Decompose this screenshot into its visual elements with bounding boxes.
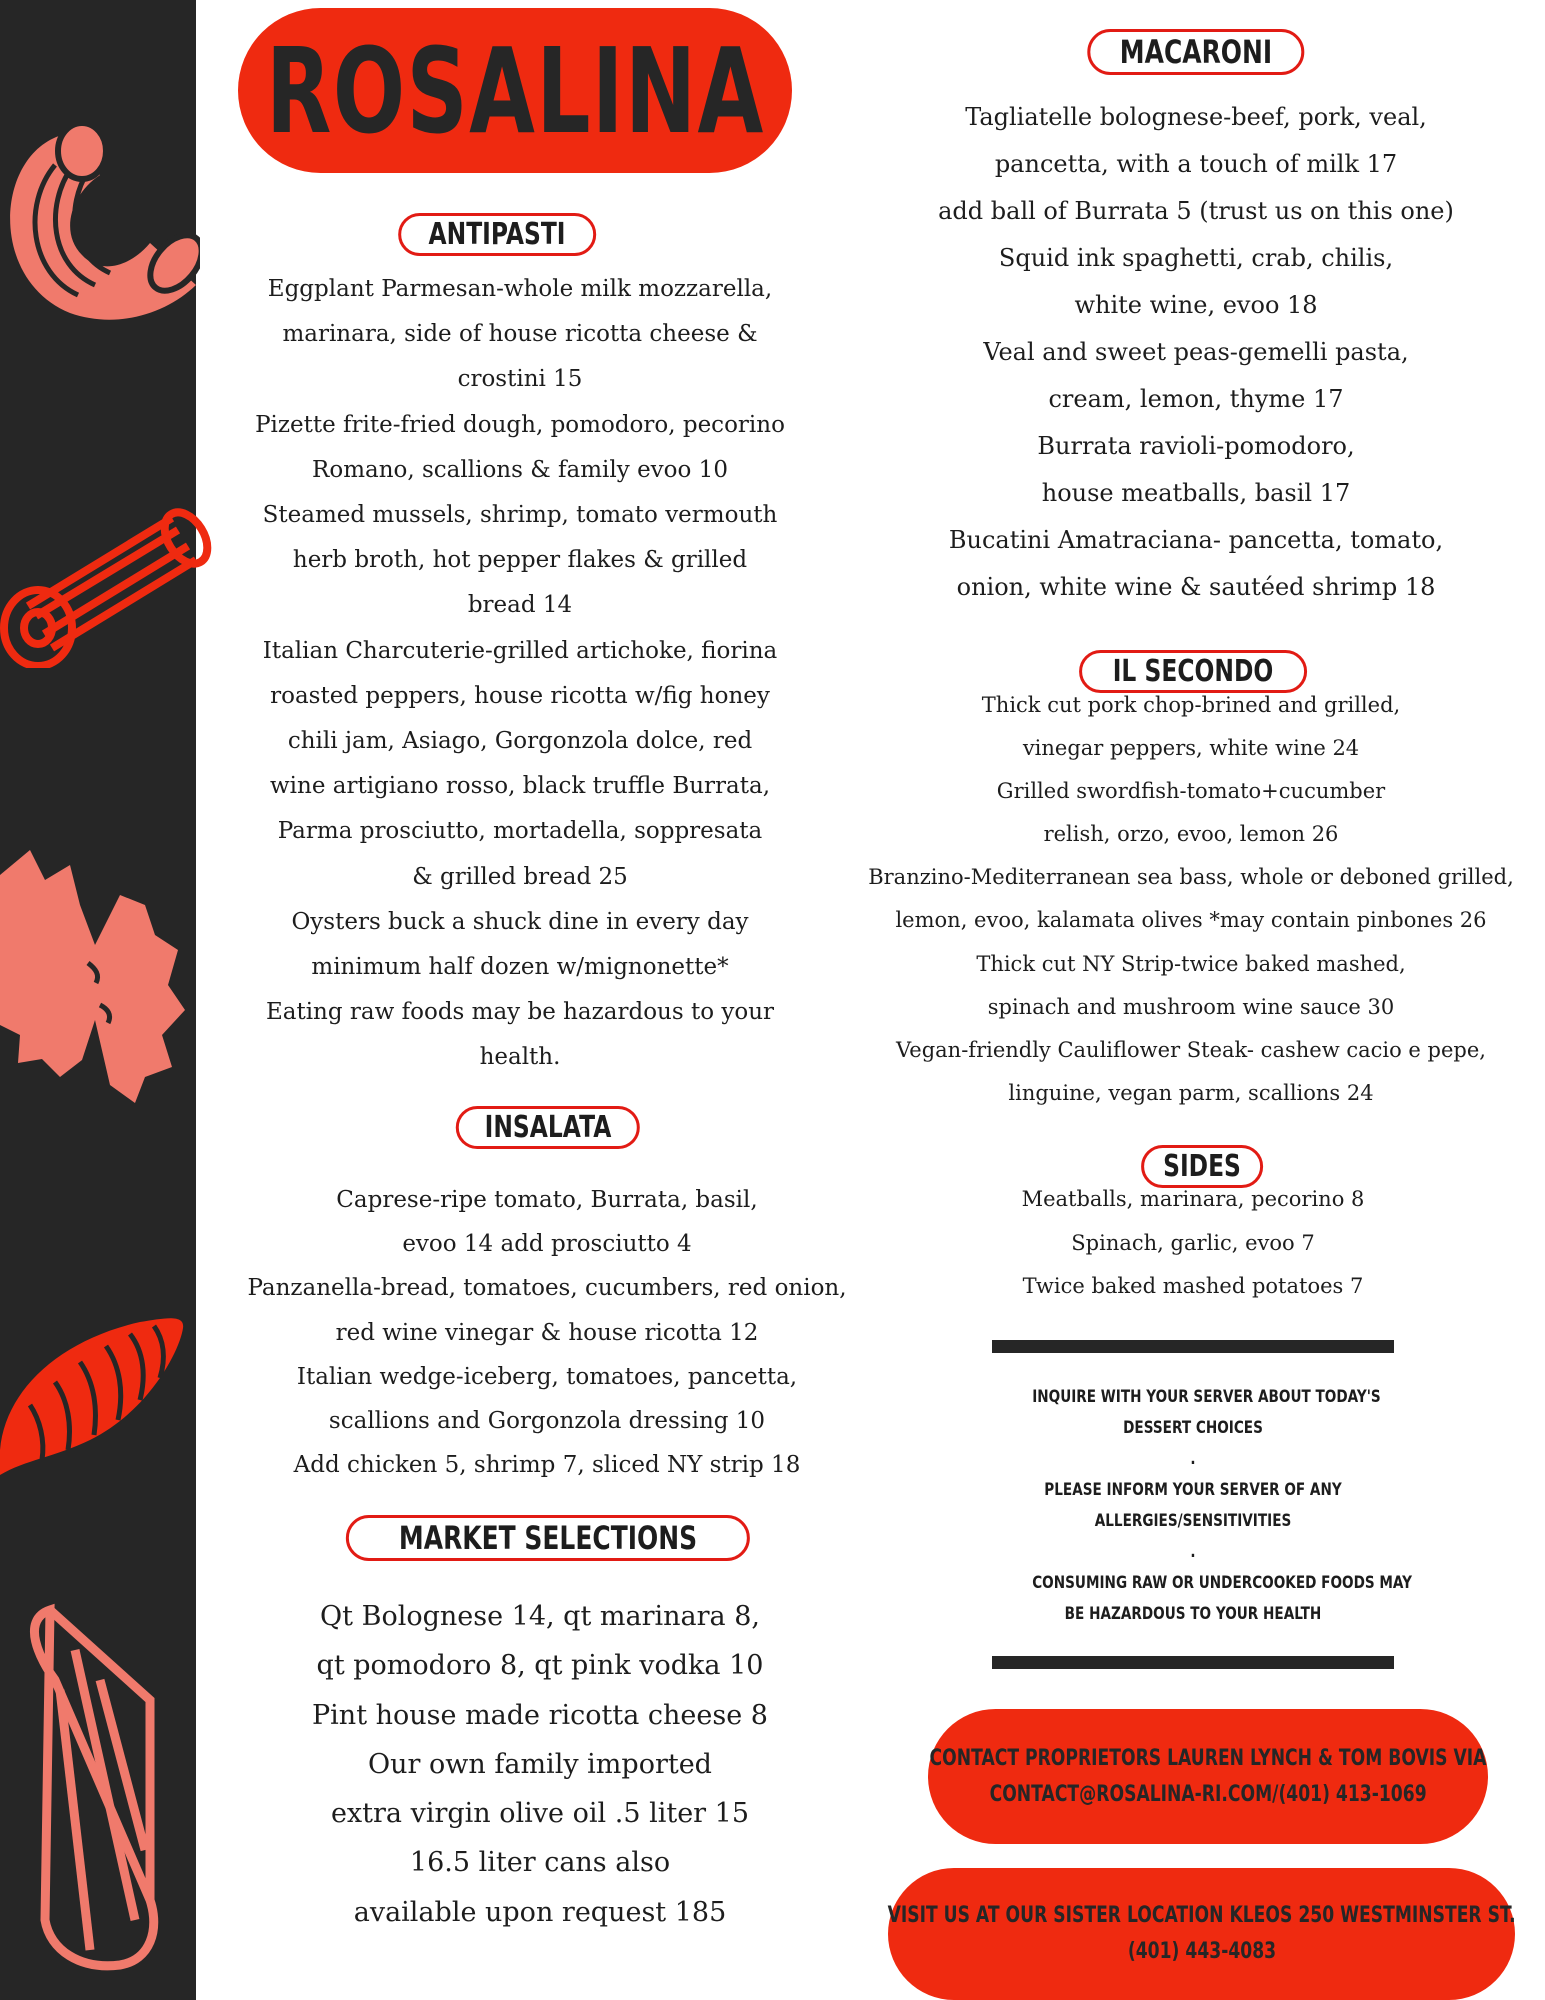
menu-line: Pizette frite-fried dough, pomodoro, pecorino <box>255 411 785 438</box>
market-list <box>240 1592 840 1937</box>
menu-line: evoo 14 add prosciutto 4 <box>402 1231 692 1258</box>
note-line: DESSERT CHOICES <box>1123 1418 1263 1438</box>
restaurant-logo <box>238 8 792 173</box>
menu-line: white wine, evoo 18 <box>1074 291 1318 319</box>
menu-line: Steamed mussels, shrimp, tomato vermouth <box>262 502 778 529</box>
market-selections-heading: MARKET SELECTIONS <box>346 1515 750 1561</box>
divider-bar-top <box>992 1340 1394 1353</box>
note-line: . <box>1190 1449 1196 1469</box>
menu-line: qt pomodoro 8, qt pink vodka 10 <box>316 1650 764 1682</box>
menu-line: Oysters buck a shuck dine in every day <box>291 908 749 935</box>
sides-heading: SIDES <box>1141 1145 1263 1188</box>
menu-line: Panzanella-bread, tomatoes, cucumbers, red onion, <box>247 1275 847 1302</box>
gnocchetti-icon <box>0 1300 200 1480</box>
menu-line: Pint house made ricotta cheese 8 <box>312 1699 768 1731</box>
menu-line: red wine vinegar & house ricotta 12 <box>335 1319 759 1346</box>
menu-line: crostini 15 <box>457 366 583 393</box>
menu-line: Qt Bolognese 14, qt marinara 8, <box>320 1601 760 1632</box>
menu-line: Thick cut pork chop-brined and grilled, <box>981 693 1401 717</box>
menu-line: Parma prosciutto, mortadella, soppresata <box>277 818 763 845</box>
menu-line: Branzino-Mediterranean sea bass, whole or deboned grilled, <box>868 865 1514 890</box>
menu-line: available upon request 185 <box>353 1896 727 1928</box>
menu-line: health. <box>479 1044 561 1071</box>
secondo-list <box>836 684 1545 1115</box>
farfalle-icon <box>0 845 200 1115</box>
menu-line: house meatballs, basil 17 <box>1041 479 1351 507</box>
menu-line: Twice baked mashed potatoes 7 <box>1022 1274 1364 1298</box>
note-line: CONSUMING RAW OR UNDERCOOKED FOODS MAY <box>1032 1573 1412 1593</box>
menu-line: spinach and mushroom wine sauce 30 <box>987 994 1395 1019</box>
menu-line: vinegar peppers, white wine 24 <box>1022 736 1360 761</box>
il-secondo-heading: IL SECONDO <box>1079 650 1307 693</box>
restaurant-name: ROSALINA <box>265 21 765 160</box>
menu-line: bread 14 <box>467 592 573 619</box>
menu-line: Our own family imported <box>368 1748 712 1780</box>
menu-line: onion, white wine & sautéed shrimp 18 <box>956 573 1436 601</box>
macaroni-list <box>896 94 1496 611</box>
sister-location-phone[interactable]: (401) 443-4083 <box>1127 1939 1276 1964</box>
menu-line: extra virgin olive oil .5 liter 15 <box>330 1798 750 1830</box>
menu-line: Vegan-friendly Cauliflower Steak- cashew cacio e pepe, <box>896 1037 1486 1062</box>
menu-line: relish, orzo, evoo, lemon 26 <box>1043 822 1339 847</box>
menu-line: Spinach, garlic, evoo 7 <box>1071 1230 1315 1255</box>
menu-line: pancetta, with a touch of milk 17 <box>994 150 1398 178</box>
sister-location-pill <box>888 1868 1515 2000</box>
insalata-heading: INSALATA <box>456 1106 640 1149</box>
penne-icon <box>0 1600 200 1980</box>
menu-line: cream, lemon, thyme 17 <box>1048 385 1344 413</box>
menu-line: marinara, side of house ricotta cheese & <box>282 321 758 348</box>
note-line: INQUIRE WITH YOUR SERVER ABOUT TODAY'S <box>1032 1387 1381 1407</box>
menu-line: Italian Charcuterie-grilled artichoke, fiorina <box>262 637 778 664</box>
menu-line: Italian wedge-iceberg, tomatoes, pancetta, <box>296 1363 798 1390</box>
menu-line: Eating raw foods may be hazardous to your <box>265 999 775 1026</box>
elbow-macaroni-icon <box>0 105 200 335</box>
menu-line: chili jam, Asiago, Gorgonzola dolce, red <box>287 728 753 755</box>
menu-line: Burrata ravioli-pomodoro, <box>1037 432 1355 460</box>
dessert-allergy-notes <box>992 1382 1412 1630</box>
menu-line: Caprese-ripe tomato, Burrata, basil, <box>336 1187 758 1213</box>
menu-line: Squid ink spaghetti, crab, chilis, <box>998 244 1394 272</box>
divider-bar-bottom <box>992 1656 1394 1669</box>
note-line: PLEASE INFORM YOUR SERVER OF ANY <box>1044 1480 1342 1500</box>
menu-line: wine artigiano rosso, black truffle Burrata, <box>269 773 771 800</box>
menu-line: linguine, vegan parm, scallions 24 <box>1008 1080 1374 1105</box>
contact-pill <box>928 1709 1488 1844</box>
menu-line: lemon, evoo, kalamata olives *may contain pinbones 26 <box>895 908 1487 933</box>
note-line: BE HAZARDOUS TO YOUR HEALTH <box>1064 1604 1322 1624</box>
note-line: ALLERGIES/SENSITIVITIES <box>1094 1511 1292 1531</box>
menu-line: Eggplant Parmesan-whole milk mozzarella, <box>267 276 773 302</box>
contact-line: CONTACT PROPRIETORS LAUREN LYNCH & TOM BOVIS VIA <box>929 1745 1487 1771</box>
ziti-tube-icon <box>0 498 215 668</box>
menu-line: Tagliatelle bolognese-beef, pork, veal, <box>965 103 1427 131</box>
sister-location-line: VISIT US AT OUR SISTER LOCATION KLEOS 250 WESTMINSTER ST. <box>887 1903 1516 1928</box>
menu-line: Romano, scallions & family evoo 10 <box>312 456 728 483</box>
menu-line: & grilled bread 25 <box>412 863 628 890</box>
menu-line: roasted peppers, house ricotta w/fig honey <box>270 682 770 709</box>
antipasti-list <box>222 267 818 1081</box>
menu-line: minimum half dozen w/mignonette* <box>311 954 729 981</box>
menu-line: Meatballs, marinara, pecorino 8 <box>1021 1187 1365 1211</box>
menu-line: Veal and sweet peas-gemelli pasta, <box>983 338 1409 366</box>
menu-line: Bucatini Amatraciana- pancetta, tomato, <box>948 526 1444 554</box>
menu-line: add ball of Burrata 5 (trust us on this one) <box>938 197 1454 225</box>
antipasti-heading: ANTIPASTI <box>398 213 596 256</box>
sides-list <box>972 1178 1414 1309</box>
menu-line: 16.5 liter cans also <box>409 1847 671 1879</box>
menu-line: herb broth, hot pepper flakes & grilled <box>292 547 748 574</box>
menu-line: scallions and Gorgonzola dressing 10 <box>328 1408 766 1435</box>
insalata-list <box>222 1178 872 1487</box>
menu-line: Thick cut NY Strip-twice baked mashed, <box>976 951 1406 976</box>
contact-email-phone[interactable]: CONTACT@ROSALINA-RI.COM/(401) 413-1069 <box>989 1781 1427 1807</box>
menu-line: Add chicken 5, shrimp 7, sliced NY strip 18 <box>293 1452 801 1479</box>
macaroni-heading: MACARONI <box>1087 29 1304 75</box>
note-line: . <box>1190 1542 1196 1562</box>
menu-line: Grilled swordfish-tomato+cucumber <box>996 779 1386 804</box>
